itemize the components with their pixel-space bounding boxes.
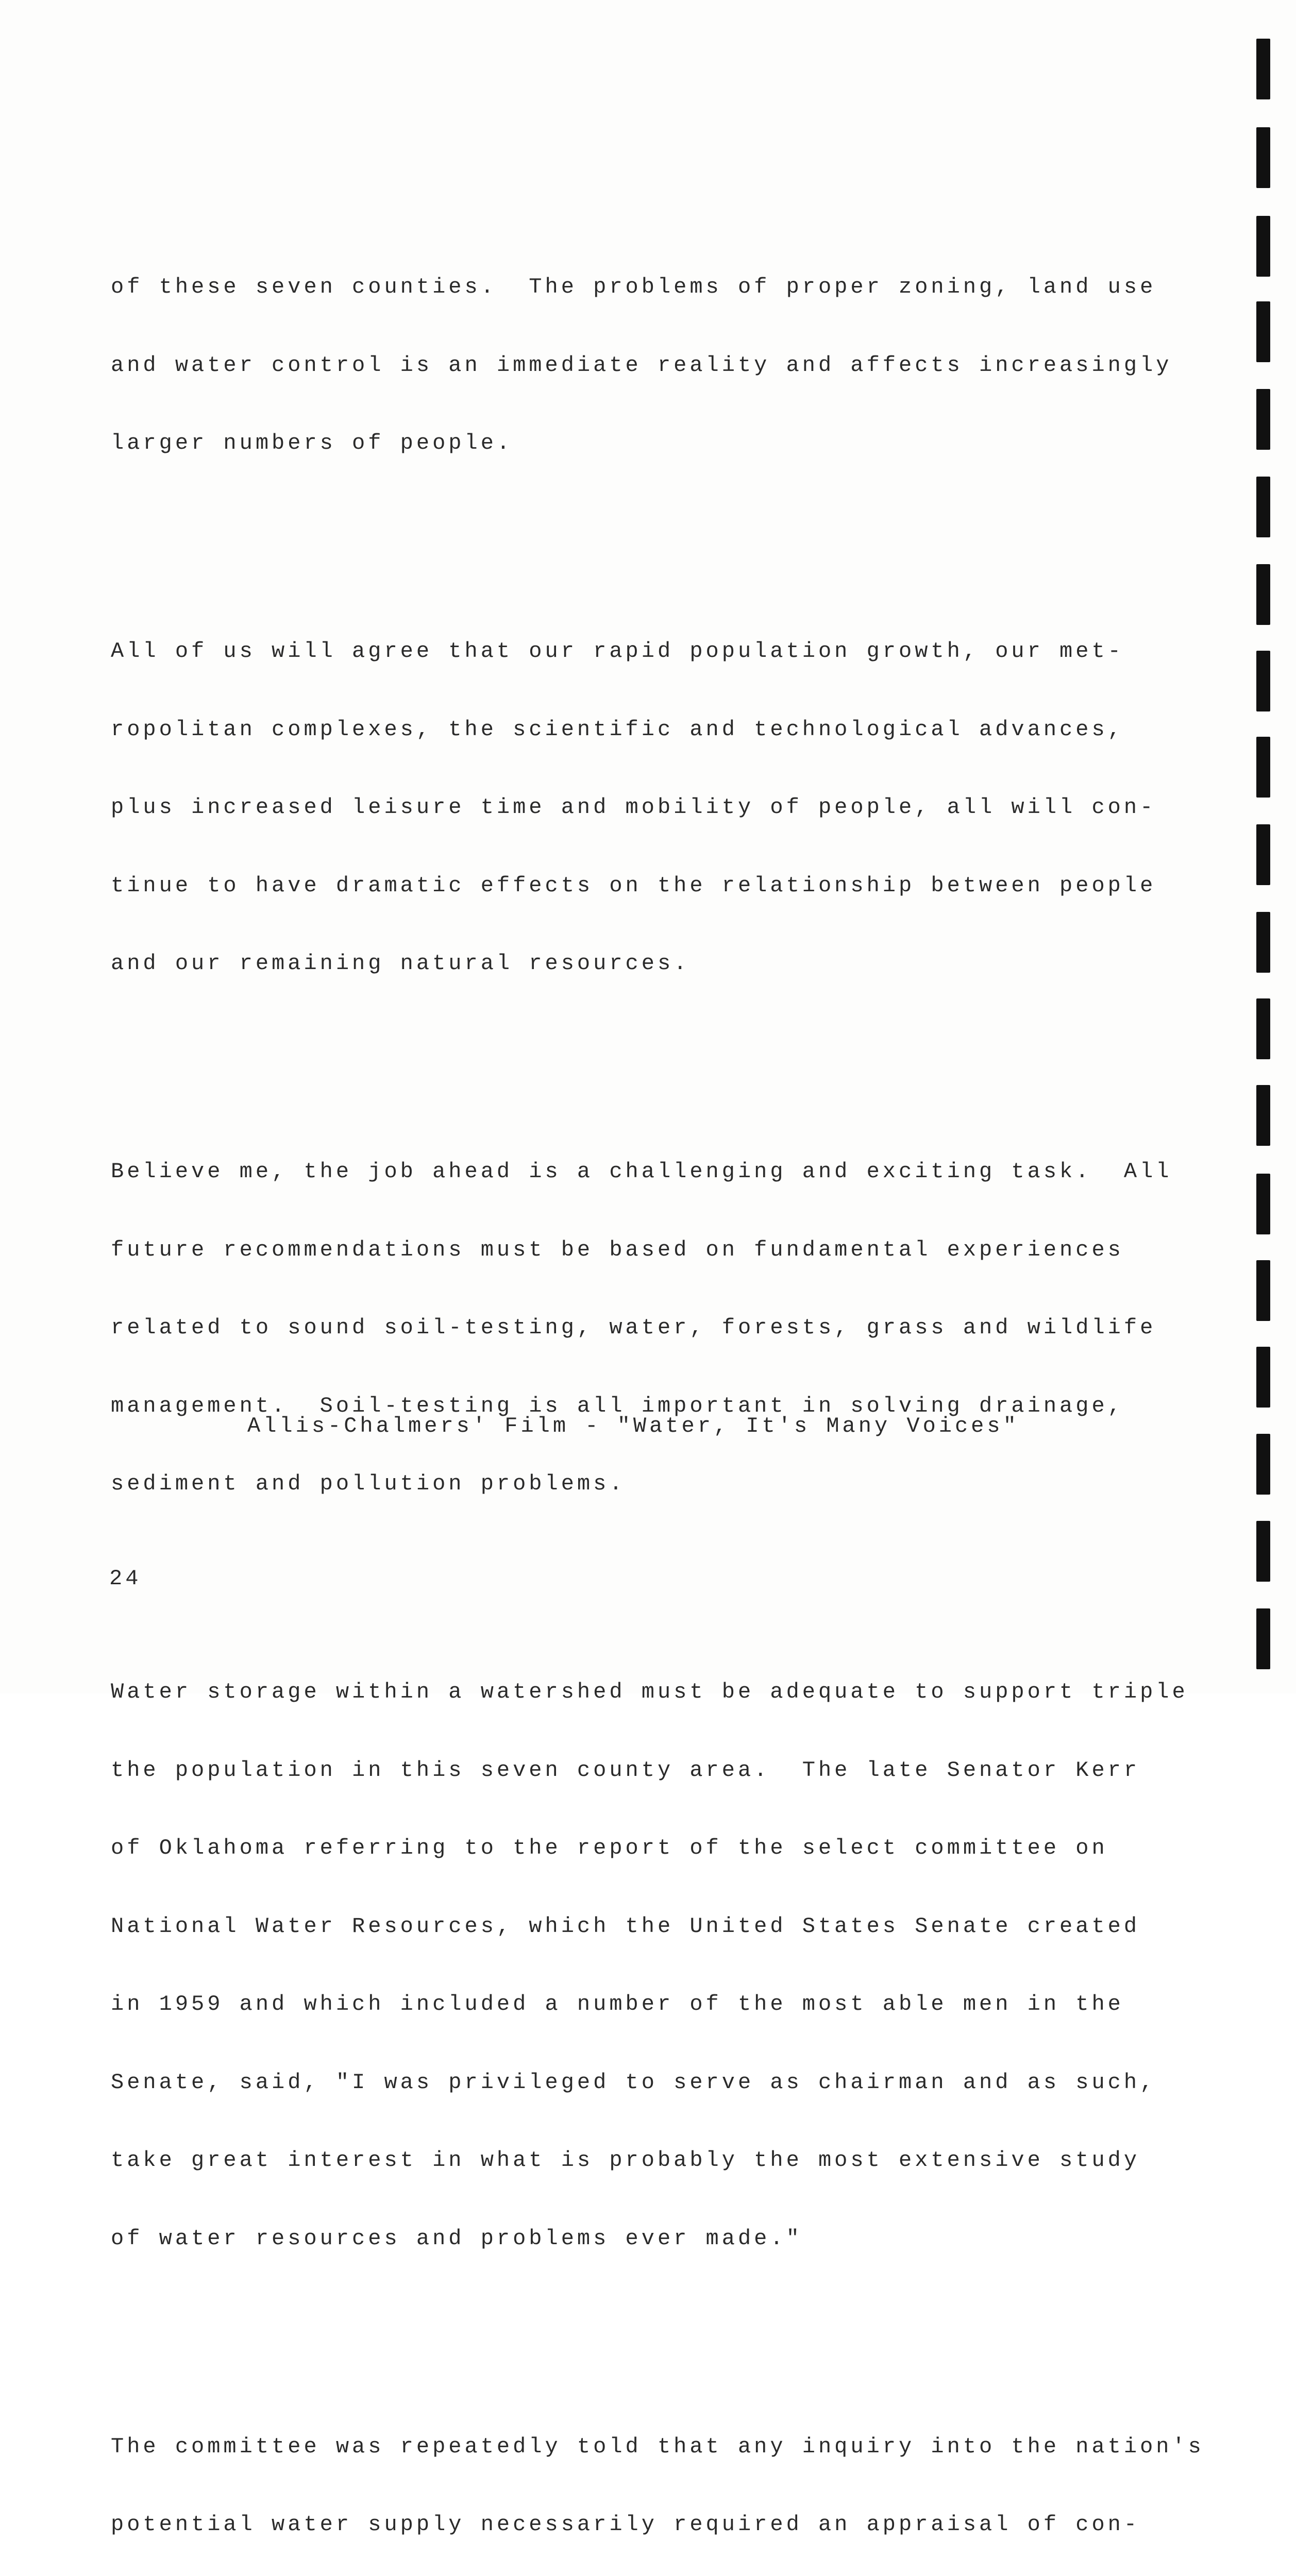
- binding-mark: [1256, 912, 1270, 973]
- text-line: The committee was repeatedly told that any inquiry into the nation's: [111, 2434, 1167, 2460]
- body-text: [111, 170, 1167, 2576]
- binding-mark: [1256, 216, 1270, 277]
- text-line: management. Soil-testing is all important in solving drainage,: [111, 1393, 1167, 1419]
- paragraph-1: [111, 222, 1167, 509]
- text-line: sediment and pollution problems.: [111, 1471, 1167, 1497]
- binding-mark: [1256, 301, 1270, 362]
- paragraph-4: [111, 1627, 1167, 2303]
- binding-mark: [1256, 1434, 1270, 1495]
- binding-mark: [1256, 389, 1270, 450]
- text-line: of these seven counties. The problems of proper zoning, land use: [111, 274, 1167, 300]
- text-line: Senate, said, "I was privileged to serve as chairman and as such,: [111, 2070, 1167, 2096]
- binding-holes-strip: [1256, 0, 1277, 1693]
- binding-mark: [1256, 477, 1270, 537]
- text-line: larger numbers of people.: [111, 430, 1167, 456]
- text-line: ropolitan complexes, the scientific and technological advances,: [111, 717, 1167, 743]
- binding-mark: [1256, 998, 1270, 1059]
- text-line: Water storage within a watershed must be adequate to support triple: [111, 1679, 1167, 1705]
- binding-mark: [1256, 651, 1270, 711]
- text-line: National Water Resources, which the United States Senate created: [111, 1913, 1167, 1940]
- paragraph-2: [111, 586, 1167, 1029]
- text-line: take great interest in what is probably the most extensive study: [111, 2147, 1167, 2174]
- binding-mark: [1256, 1260, 1270, 1321]
- text-line: plus increased leisure time and mobility of people, all will con-: [111, 794, 1167, 821]
- text-line: tinue to have dramatic effects on the relationship between people: [111, 873, 1167, 899]
- binding-mark: [1256, 1608, 1270, 1669]
- binding-mark: [1256, 1347, 1270, 1408]
- film-caption: Allis-Chalmers' Film - "Water, It's Many Voices": [247, 1414, 1019, 1438]
- text-line: in 1959 and which included a number of the most able men in the: [111, 1991, 1167, 2018]
- text-line: of water resources and problems ever made.": [111, 2226, 1167, 2252]
- text-line: future recommendations must be based on fundamental experiences: [111, 1237, 1167, 1263]
- text-line: potential water supply necessarily required an appraisal of con-: [111, 2512, 1167, 2538]
- text-line: and water control is an immediate reality and affects increasingly: [111, 352, 1167, 379]
- page-number: 24: [109, 1566, 141, 1591]
- text-line: of Oklahoma referring to the report of the select committee on: [111, 1835, 1167, 1861]
- binding-mark: [1256, 1174, 1270, 1234]
- text-line: All of us will agree that our rapid population growth, our met-: [111, 638, 1167, 665]
- paragraph-3: [111, 1107, 1167, 1549]
- paragraph-5: [111, 2382, 1167, 2576]
- binding-mark: [1256, 824, 1270, 885]
- text-line: Believe me, the job ahead is a challenging and exciting task. All: [111, 1159, 1167, 1185]
- binding-mark: [1256, 39, 1270, 99]
- binding-mark: [1256, 127, 1270, 188]
- binding-mark: [1256, 1085, 1270, 1146]
- binding-mark: [1256, 737, 1270, 798]
- binding-mark: [1256, 564, 1270, 625]
- binding-mark: [1256, 1521, 1270, 1582]
- text-line: related to sound soil-testing, water, forests, grass and wildlife: [111, 1315, 1167, 1341]
- text-line: the population in this seven county area. The late Senator Kerr: [111, 1757, 1167, 1784]
- text-line: and our remaining natural resources.: [111, 951, 1167, 977]
